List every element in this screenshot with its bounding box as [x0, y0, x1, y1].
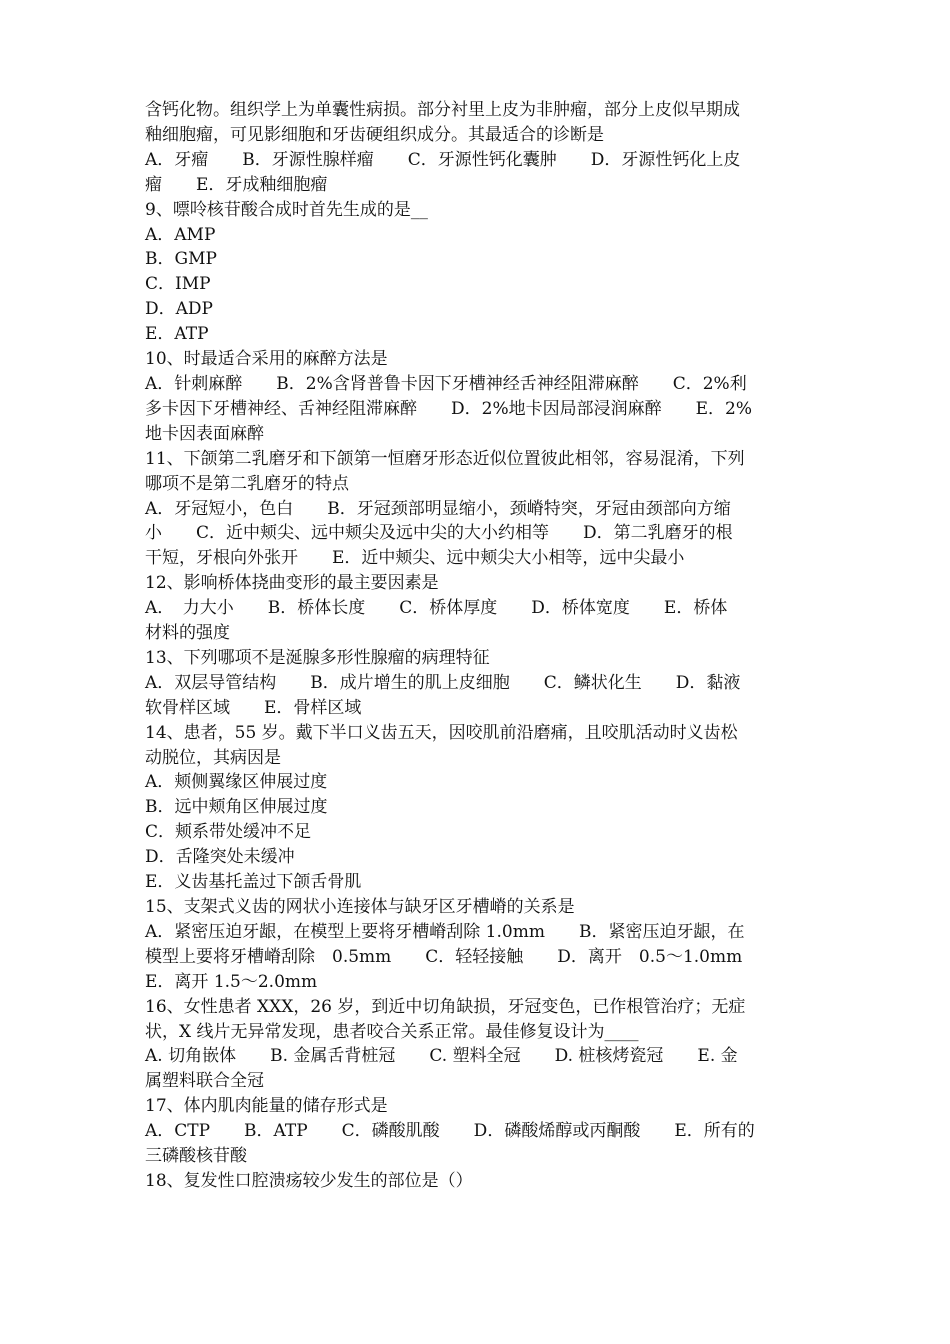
text-line: E．离开 1.5～2.0mm: [145, 971, 318, 992]
text-line: 瘤 E．牙成釉细胞瘤: [145, 174, 328, 195]
text-line: 软骨样区域 E．骨样区域: [145, 697, 362, 718]
text-line: E．义齿基托盖过下颌舌骨肌: [145, 872, 362, 893]
text-line: 模型上要将牙槽嵴刮除 0.5mm C．轻轻接触 D．离开 0.5～1.0mm: [145, 946, 743, 967]
text-line: A． 力大小 B．桥体长度 C．桥体厚度 D．桥体宽度 E．桥体: [145, 598, 728, 619]
text-line: 哪项不是第二乳磨牙的特点: [145, 473, 349, 494]
text-line: E．ATP: [145, 324, 209, 345]
document-page: [145, 98, 811, 1194]
text-line: 17、体内肌肉能量的储存形式是: [145, 1096, 388, 1117]
text-line: B．远中颊角区伸展过度: [145, 797, 328, 818]
text-line: 釉细胞瘤，可见影细胞和牙齿硬组织成分。其最适合的诊断是: [145, 124, 604, 145]
text-line: C．颊系带处缓冲不足: [145, 822, 312, 843]
text-line: 12、影响桥体挠曲变形的最主要因素是: [145, 573, 439, 594]
text-line: A．双层导管结构 B．成片增生的肌上皮细胞 C．鳞状化生 D．黏液: [145, 672, 741, 693]
text-line: A．针刺麻醉 B．2%含肾普鲁卡因下牙槽神经舌神经阻滞麻醉 C．2%利: [145, 373, 747, 394]
text-line: 16、女性患者 XXX，26 岁，到近中切角缺损，牙冠变色，已作根管治疗；无症: [145, 996, 746, 1017]
text-line: 10、时最适合采用的麻醉方法是: [145, 349, 388, 370]
text-line: 状，X 线片无异常发现，患者咬合关系正常。最佳修复设计为____: [145, 1021, 639, 1042]
text-line: A．紧密压迫牙龈，在模型上要将牙槽嵴刮除 1.0mm B．紧密压迫牙龈，在: [145, 921, 745, 942]
text-line: 小 C．近中颊尖、远中颊尖及远中尖的大小约相等 D．第二乳磨牙的根: [145, 523, 733, 544]
text-line: D．ADP: [145, 299, 213, 320]
text-line: A．牙冠短小，色白 B．牙冠颈部明显缩小，颈嵴特突，牙冠由颈部向方缩: [145, 498, 731, 519]
text-line: A．CTP B．ATP C．磷酸肌酸 D．磷酸烯醇或丙酮酸 E．所有的: [145, 1121, 755, 1142]
text-line: 地卡因表面麻醉: [145, 423, 264, 444]
text-line: 材料的强度: [145, 623, 230, 644]
text-line: 动脱位，其病因是: [145, 747, 281, 768]
text-line: 三磷酸核苷酸: [145, 1146, 247, 1167]
text-line: B．GMP: [145, 249, 217, 270]
text-line: A．颊侧翼缘区伸展过度: [145, 772, 328, 793]
text-line: 多卡因下牙槽神经、舌神经阻滞麻醉 D．2%地卡因局部浸润麻醉 E．2%: [145, 398, 752, 419]
text-line: 11、下颌第二乳磨牙和下颌第一恒磨牙形态近似位置彼此相邻，容易混淆，下列: [145, 448, 745, 469]
text-line: 9、嘌呤核苷酸合成时首先生成的是__: [145, 199, 428, 220]
text-line: 干短，牙根向外张开 E．近中颊尖、远中颊尖大小相等，远中尖最小: [145, 548, 685, 569]
text-line: 18、复发性口腔溃疡较少发生的部位是（）: [145, 1170, 473, 1191]
text-line: 属塑料联合全冠: [145, 1071, 264, 1092]
text-line: C．IMP: [145, 274, 211, 295]
text-line: 14、患者，55 岁。戴下半口义齿五天，因咬肌前沿磨痛，且咬肌活动时义齿松: [145, 722, 738, 743]
text-line: 13、下列哪项不是涎腺多形性腺瘤的病理特征: [145, 647, 490, 668]
text-line: A．牙瘤 B．牙源性腺样瘤 C．牙源性钙化囊肿 D．牙源性钙化上皮: [145, 149, 741, 170]
text-line: A．AMP: [145, 224, 216, 245]
text-line: D．舌隆突处未缓冲: [145, 847, 295, 868]
text-line: 含钙化物。组织学上为单囊性病损。部分衬里上皮为非肿瘤，部分上皮似早期成: [145, 100, 740, 120]
text-line: A. 切角嵌体 B. 金属舌背桩冠 C. 塑料全冠 D. 桩核烤瓷冠 E. 金: [145, 1046, 738, 1067]
text-line: 15、支架式义齿的网状小连接体与缺牙区牙槽嵴的关系是: [145, 897, 575, 917]
